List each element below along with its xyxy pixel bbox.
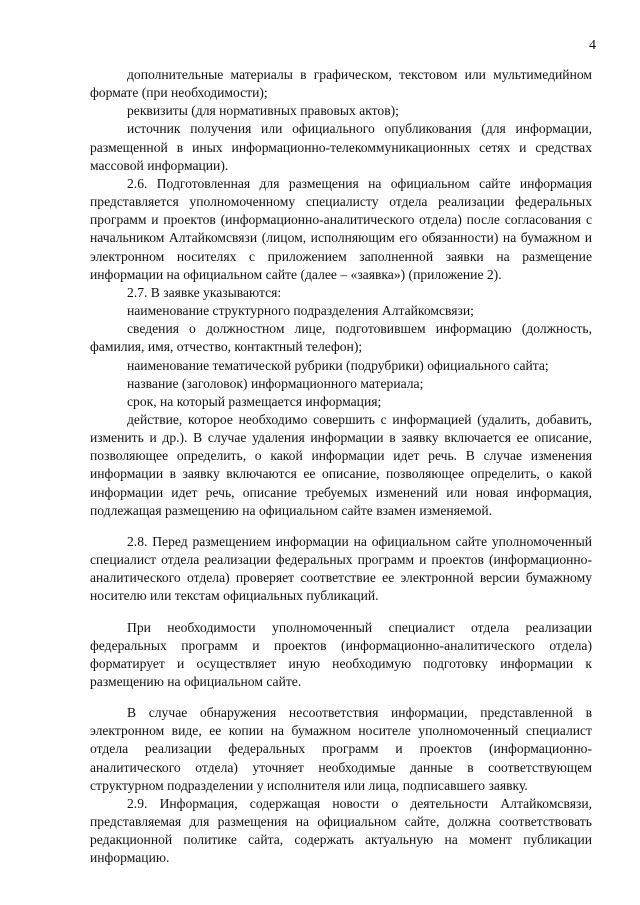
paragraph-title: название (заголовок) информационного материала;: [127, 375, 424, 391]
paragraph-2-6: 2.6. Подготовленная для размещения на официальном сайте информация представляется уполномоченному специалисту отдела реализации федеральных программ и проектов (информационно-аналитического отдела) после согласования с начальником Алтайкомсвязи (лицом, исполняющим его обязанности) на бумажном и электронном носителях с приложением заполненной заявки на размещение информации на официальном сайте (далее – «заявка») (приложение 2).: [90, 175, 592, 282]
paragraph-action: действие, которое необходимо совершить с информацией (удалить, добавить, изменить и др.). В случае удаления информации в заявку включается ее описание, позволяющее определить, о какой информации идет речь. В случае изменения информации в заявку включаются ее описание, позволяющее определить, о какой информации идет речь, описание требуемых изменений или новая информация, подлежащая размещению на официальном сайте взамен изменяемой.: [90, 411, 592, 518]
paragraph-requisites: реквизиты (для нормативных правовых актов);: [127, 103, 399, 119]
paragraph-rubric: наименование тематической рубрики (подрубрики) официального сайта;: [127, 357, 549, 373]
paragraph-official-info: сведения о должностном лице, подготовившем информацию (должность, фамилия, имя, отчество, контактный телефон);: [90, 321, 592, 355]
paragraph-2-9: 2.9. Информация, содержащая новости о деятельности Алтайкомсвязи, представляемая для размещения на официальном сайте, должна соответствовать редакционной политике сайта, содержать актуальную на момент публикации информацию.: [90, 795, 592, 866]
page-number: 4: [589, 38, 596, 53]
paragraph-2-7: 2.7. В заявке указываются:: [127, 284, 282, 300]
paragraph-mismatch: В случае обнаружения несоответствия информации, представленной в электронном виде, ее копии на бумажном носителе уполномоченный специалист отдела реализации федеральных программ и проектов (информационно-аналитического отдела) уточняет необходимые данные в соответствующем структурном подразделении у исполнителя или лица, подписавшего заявку.: [90, 705, 592, 793]
paragraph-term: срок, на который размещается информация;: [127, 393, 382, 409]
paragraph-2-8: 2.8. Перед размещением информации на официальном сайте уполномоченный специалист отдела реализации федеральных программ и проектов (информационно-аналитического отдела) проверяет соответствие ее электронной версии бумажному носителю или текстам официальных публикаций.: [90, 533, 592, 604]
paragraph-formatting: При необходимости уполномоченный специалист отдела реализации федеральных программ и проектов (информационно-аналитического отдела) форматирует и осуществляет иную необходимую подготовку информации к размещению на официальном сайте.: [90, 619, 592, 689]
document-body: [90, 66, 592, 868]
paragraph-source: источник получения или официального опубликования (для информации, размещенной в иных информационно-телекоммуникационных сетях и средствах массовой информации).: [90, 121, 592, 173]
paragraph-structural-unit: наименование структурного подразделения Алтайкомсвязи;: [127, 303, 474, 319]
paragraph-additional-materials: дополнительные материалы в графическом, текстовом или мультимедийном формате (при необходимости);: [90, 67, 592, 101]
